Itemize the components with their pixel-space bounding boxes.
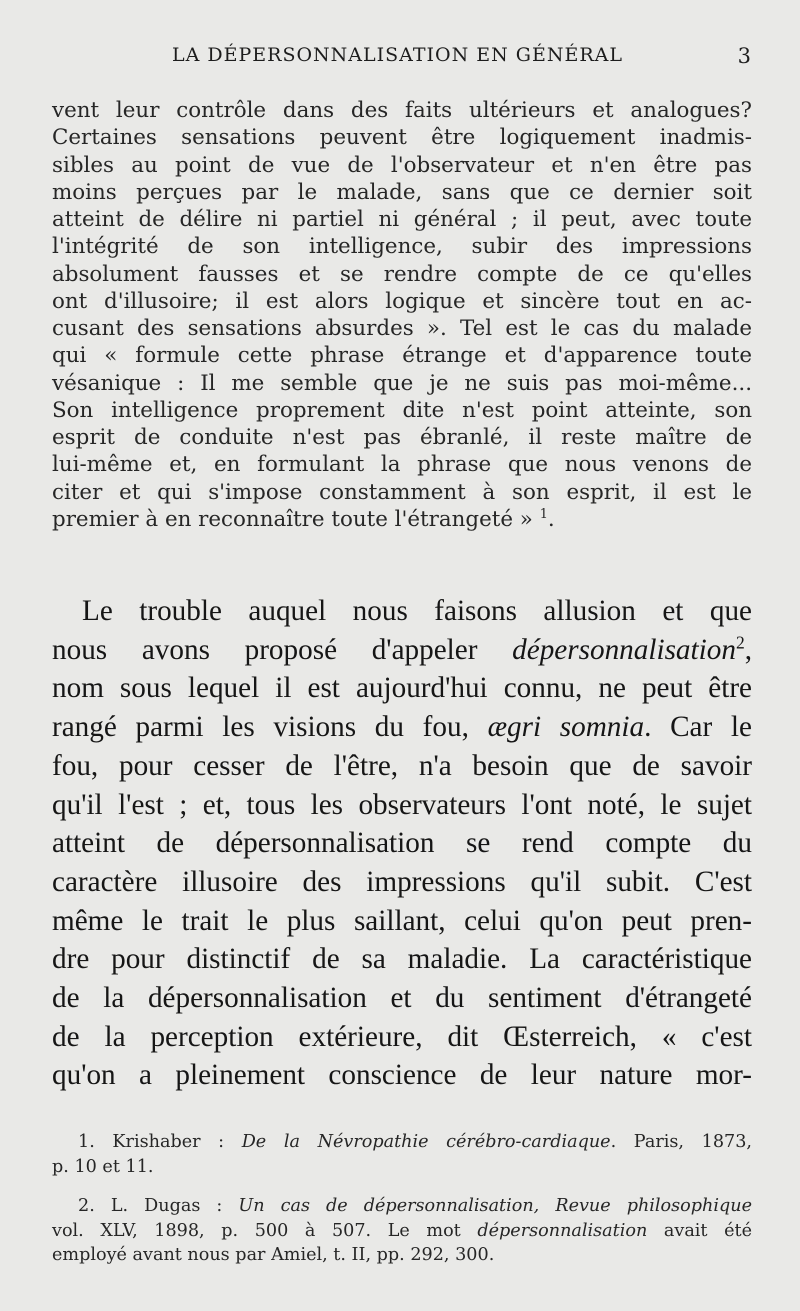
text-line: vésanique : Il me semble que je ne suis pas moi-même...	[52, 370, 752, 396]
running-title: LA DÉPERSONNALISATION EN GÉNÉRAL	[172, 44, 623, 66]
text-span: 1. Krishaber :	[78, 1132, 242, 1152]
text-span: avait été	[647, 1220, 752, 1241]
page-number: 3	[737, 44, 752, 68]
footnote-1-cont: p. 10 et 11.	[52, 1156, 154, 1177]
main-paragraph	[52, 592, 752, 1095]
text-line: même le trait le plus saillant, celui qu'on peut pren-	[52, 904, 752, 937]
text-line: nom sous lequel il est aujourd'hui connu, ne peut être	[52, 672, 752, 705]
text-line: cusant des sensations absurdes ». Tel est le cas du malade	[52, 316, 752, 341]
text-line: qu'on a pleinement conscience de leur nature mor-	[52, 1059, 752, 1092]
quoted-passage	[52, 97, 752, 533]
text-span: vol. XLV, 1898, p. 500 à 507. Le mot	[52, 1220, 478, 1241]
text-line: l'intégrité de son intelligence, subir des impressions	[52, 234, 752, 260]
text-line: de la dépersonnalisation et du sentiment d'étrangeté	[52, 982, 752, 1015]
text-line: citer et qui s'impose constamment à son esprit, il est le	[52, 479, 752, 505]
footnote-ref-2: 2	[735, 631, 745, 652]
text-span: 2. L. Dugas :	[78, 1196, 239, 1216]
footnote-2-end: employé avant nous par Amiel, t. II, pp. 292, 300.	[52, 1245, 495, 1265]
footnote-2-cont	[52, 1219, 752, 1244]
text-span: . Paris, 1873,	[610, 1132, 752, 1152]
italic-title: Un cas de dépersonnalisation, Revue philosophique	[238, 1196, 753, 1216]
text-line: fou, pour cesser de l'être, n'a besoin que de savoir	[52, 749, 752, 782]
text-line: esprit de conduite n'est pas ébranlé, il reste maître de	[52, 425, 752, 450]
running-head	[52, 44, 752, 74]
text-line: atteint de délire ni partiel ni général ; il peut, avec toute	[52, 207, 752, 232]
text-span: rangé parmi les visions du fou,	[52, 711, 488, 744]
text-line: Son intelligence proprement dite n'est point atteinte, son	[52, 397, 752, 423]
text-line: qui « formule cette phrase étrange et d'apparence toute	[52, 343, 752, 369]
text-line: absolument fausses et se rendre compte de ce qu'elles	[52, 261, 752, 287]
text-line: atteint de dépersonnalisation se rend compte du	[52, 827, 752, 860]
text-line: moins perçues par le malade, sans que ce dernier soit	[52, 179, 752, 205]
text-span: nous avons proposé d'appeler	[52, 633, 513, 666]
footnote-1	[52, 1130, 752, 1155]
text-line: Certaines sensations peuvent être logiquement inadmis-	[52, 125, 752, 151]
text-line: caractère illusoire des impressions qu'il subit. C'est	[52, 865, 752, 898]
footnote-gap	[52, 1179, 752, 1194]
italic-term: ægri somnia	[487, 711, 645, 744]
text-span: . Car le	[644, 711, 752, 744]
text-span: ,	[744, 633, 752, 666]
text-line	[52, 708, 752, 747]
text-line: qu'il l'est ; et, tous les observateurs l'ont noté, le sujet	[52, 788, 752, 821]
text-line: lui-même et, en formulant la phrase que nous venons de	[52, 452, 752, 478]
text-line: dre pour distinctif de sa maladie. La caractéristique	[52, 943, 752, 976]
text-line	[52, 631, 752, 670]
text-line: ont d'illusoire; il est alors logique et sincère tout en ac-	[52, 288, 752, 314]
text-line: vent leur contrôle dans des faits ultérieurs et analogues?	[52, 98, 752, 123]
italic-term: dépersonnalisation	[512, 633, 736, 666]
footnotes	[52, 1130, 752, 1268]
text-line: sibles au point de vue de l'observateur et n'en être pas	[52, 152, 752, 178]
text-line-last	[52, 506, 752, 533]
quote-end-punct: .	[547, 506, 555, 532]
italic-title: De la Névropathie cérébro-cardiaque	[241, 1132, 611, 1152]
text-line: Le trouble auquel nous faisons allusion et que	[82, 595, 752, 627]
footnote-2	[52, 1194, 752, 1219]
italic-term: dépersonnalisation	[477, 1220, 648, 1241]
quote-end-text: premier à en reconnaître toute l'étrangeté »	[52, 506, 533, 532]
footnote-ref-1: 1	[539, 506, 548, 522]
text-line: de la perception extérieure, dit Œsterreich, « c'est	[52, 1020, 752, 1053]
